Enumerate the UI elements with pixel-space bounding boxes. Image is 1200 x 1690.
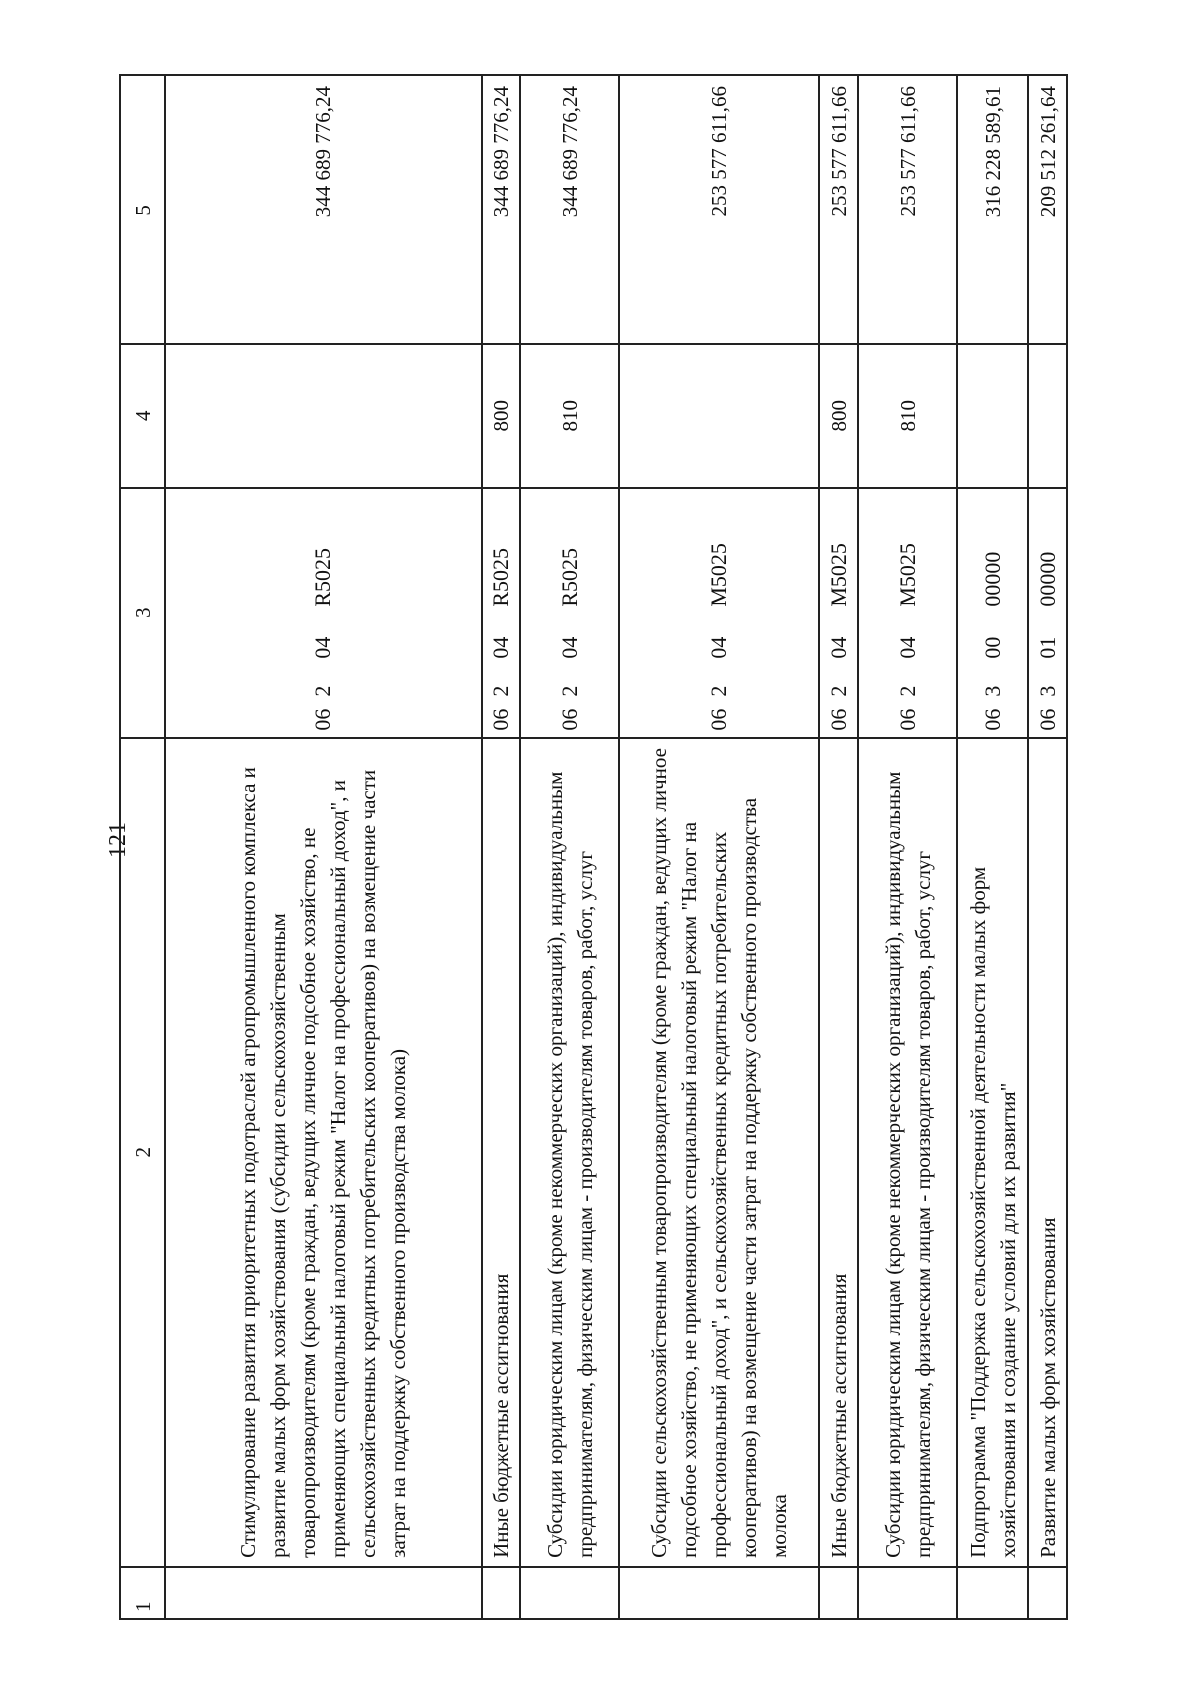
code-program: 06 [487, 708, 513, 731]
code-subprogram: 2 [894, 685, 920, 697]
row-name: Иные бюджетные ассигнования [819, 738, 858, 1567]
table-row [957, 75, 1028, 1619]
code-subprogram: 3 [979, 685, 1005, 697]
row-code [165, 488, 481, 738]
row-col1 [858, 1567, 957, 1619]
row-code [619, 488, 819, 738]
code-direction: M5025 [706, 543, 732, 607]
row-name: Субсидии сельскохозяйственным товаропроизводителям (кроме граждан, ведущих личное подсобное хозяйство, не применяющих специальный налоговый режим "Налог на профессиональный доход", и сельскохозяйственных кредитных потребительских кооперативов) на возмещение части затрат на поддержку собственного производства молока [619, 738, 819, 1567]
code-measure: 00 [979, 636, 1005, 659]
row-col1 [957, 1567, 1028, 1619]
code-measure: 01 [1034, 636, 1060, 659]
row-name: Субсидии юридическим лицам (кроме некоммерческих организаций), индивидуальным предпринимателям, физическим лицам - производителям товаров, работ, услуг [858, 738, 957, 1567]
table-row [819, 75, 858, 1619]
row-kvr [1028, 344, 1067, 488]
rotated-table-wrapper [119, 74, 1068, 1620]
code-subprogram: 2 [706, 685, 732, 697]
table-row [1028, 75, 1067, 1619]
code-program: 06 [1034, 708, 1060, 731]
row-col1 [482, 1567, 521, 1619]
row-code [957, 488, 1028, 738]
table-row [619, 75, 819, 1619]
row-kvr: 810 [520, 344, 619, 488]
row-name: Подпрограмма "Поддержка сельскохозяйственной деятельности малых форм хозяйствования и создание условий для их развития" [957, 738, 1028, 1567]
code-subprogram: 3 [1034, 685, 1060, 697]
page-number: 121 [105, 822, 131, 858]
row-amount: 253 577 611,66 [858, 75, 957, 344]
code-measure: 04 [894, 636, 920, 659]
row-name: Стимулирование развития приоритетных подотраслей агропромышленного комплекса и развитие малых форм хозяйствования (субсидии сельскохозяйственным товаропроизводителям (кроме граждан, ведущих личное подсобное хозяйство, не применяющих специальный налоговый режим "Налог на профессиональный доход", и сельскохозяйственных кредитных потребительских кооперативов) на возмещение части затрат на поддержку собственного производства молока) [165, 738, 481, 1567]
table-row [482, 75, 521, 1619]
row-code [819, 488, 858, 738]
row-code [482, 488, 521, 738]
code-direction: M5025 [894, 543, 920, 607]
table-row [520, 75, 619, 1619]
header-col-4: 4 [120, 344, 165, 488]
header-col-2: 2 [120, 738, 165, 1567]
row-code [520, 488, 619, 738]
row-col1 [1028, 1567, 1067, 1619]
row-kvr: 800 [819, 344, 858, 488]
row-kvr [957, 344, 1028, 488]
code-subprogram: 2 [310, 685, 336, 697]
row-amount: 344 689 776,24 [482, 75, 521, 344]
row-amount: 316 228 589,61 [957, 75, 1028, 344]
row-kvr [165, 344, 481, 488]
code-direction: 00000 [979, 551, 1005, 607]
row-kvr: 800 [482, 344, 521, 488]
row-code [858, 488, 957, 738]
table-row [858, 75, 957, 1619]
code-program: 06 [894, 708, 920, 731]
header-col-1: 1 [120, 1567, 165, 1619]
code-direction: R5025 [487, 547, 513, 607]
header-col-3: 3 [120, 488, 165, 738]
row-name: Развитие малых форм хозяйствования [1028, 738, 1067, 1567]
budget-table [119, 74, 1068, 1620]
code-program: 06 [979, 708, 1005, 731]
code-program: 06 [556, 708, 582, 731]
code-measure: 04 [310, 636, 336, 659]
row-col1 [165, 1567, 481, 1619]
code-subprogram: 2 [825, 685, 851, 697]
code-measure: 04 [825, 636, 851, 659]
code-program: 06 [825, 708, 851, 731]
row-kvr: 810 [858, 344, 957, 488]
row-col1 [819, 1567, 858, 1619]
row-col1 [619, 1567, 819, 1619]
code-direction: M5025 [825, 543, 851, 607]
code-direction: 00000 [1034, 551, 1060, 607]
code-subprogram: 2 [556, 685, 582, 697]
code-direction: R5025 [310, 547, 336, 607]
code-measure: 04 [487, 636, 513, 659]
row-amount: 253 577 611,66 [619, 75, 819, 344]
row-amount: 344 689 776,24 [520, 75, 619, 344]
header-col-5: 5 [120, 75, 165, 344]
row-name: Субсидии юридическим лицам (кроме некоммерческих организаций), индивидуальным предпринимателям, физическим лицам - производителям товаров, работ, услуг [520, 738, 619, 1567]
row-amount: 209 512 261,64 [1028, 75, 1067, 344]
row-code [1028, 488, 1067, 738]
table-header-row [120, 75, 165, 1619]
code-direction: R5025 [556, 547, 582, 607]
row-col1 [520, 1567, 619, 1619]
code-program: 06 [310, 708, 336, 731]
code-measure: 04 [556, 636, 582, 659]
code-program: 06 [706, 708, 732, 731]
row-amount: 344 689 776,24 [165, 75, 481, 344]
row-kvr [619, 344, 819, 488]
table-row [165, 75, 481, 1619]
row-amount: 253 577 611,66 [819, 75, 858, 344]
code-measure: 04 [706, 636, 732, 659]
code-subprogram: 2 [487, 685, 513, 697]
row-name: Иные бюджетные ассигнования [482, 738, 521, 1567]
